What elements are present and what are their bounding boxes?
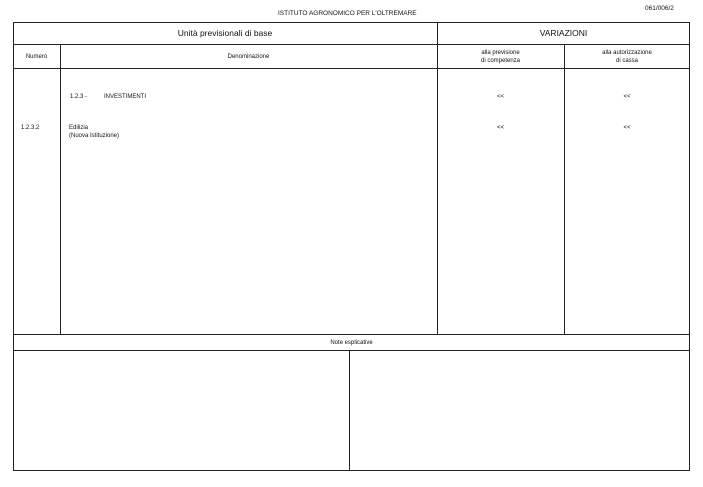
column-header-previsione-line2: di competenza xyxy=(480,58,521,64)
column-header-previsione-line1: alla previsione xyxy=(481,50,520,56)
notes-title: Note esplicative xyxy=(330,340,373,346)
row-previsione-value: << xyxy=(496,125,504,131)
institute-title: ISTITUTO AGRONOMICO PER L'OLTREMARE xyxy=(278,10,417,17)
row-title: INVESTIMENTI xyxy=(104,94,147,100)
column-header-autorizzazione-line2: di cassa xyxy=(615,58,638,64)
document-code: 061/006/2 xyxy=(645,5,674,12)
section-title-unita: Unità previsionali di base xyxy=(177,28,273,38)
numero-column-divider xyxy=(60,44,61,335)
column-header-divider xyxy=(13,68,690,69)
column-header-autorizzazione-line1: alla autorizzazione xyxy=(602,50,652,56)
cassa-column-divider xyxy=(564,44,565,335)
row-numero: 1.2.3.2 xyxy=(21,125,40,131)
header-divider xyxy=(13,44,690,45)
notes-header-divider xyxy=(13,350,690,351)
notes-frame xyxy=(13,335,690,471)
row-autorizzazione-value: << xyxy=(623,125,631,131)
row-autorizzazione-value: << xyxy=(623,94,631,100)
row-denominazione-line1: Edilizia xyxy=(69,125,89,131)
row-code: 1.2.3 - xyxy=(70,94,88,100)
row-denominazione-line2: (Nuova Istituzione) xyxy=(69,133,120,139)
notes-column-divider xyxy=(349,350,350,471)
variazioni-divider xyxy=(437,22,438,335)
row-previsione-value: << xyxy=(496,94,504,100)
column-header-denominazione: Denominazione xyxy=(227,54,270,60)
column-header-numero: Numero xyxy=(25,54,48,60)
section-title-variazioni: VARIAZIONI xyxy=(539,28,588,38)
